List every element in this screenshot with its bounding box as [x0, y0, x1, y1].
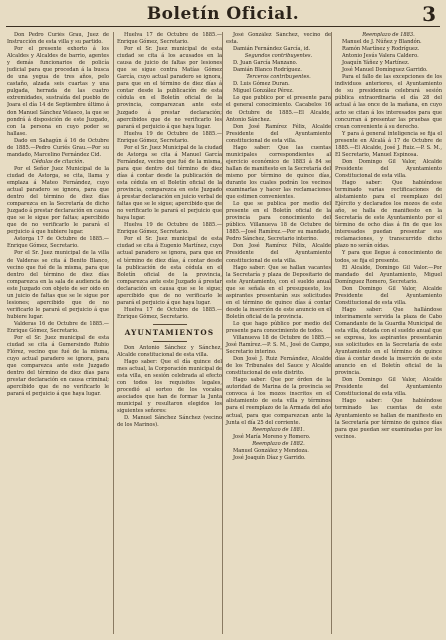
article-paragraph: José Manuel Domínguez Garrido.	[342, 67, 428, 74]
article-paragraph: Don José J. Ruiz Fernández, Alcalde de los Tribunales del Sauce y Alcalde constitucional de este distrito.	[226, 356, 331, 377]
page-header	[0, 0, 446, 28]
article-paragraph: Don Domingo Gil Valor, Alcalde Presidente del Ayuntamiento Constitucional de esta villa.	[335, 377, 442, 398]
article-paragraph: Para el fallo de las excepciones de los individuos anteriores, el Ayuntamiento de su presidencia celebrará sesión pública extraordinaria el día 28 del actual á las once de la mañana, en cuyo acto se citan á los interesados para que concurran á presentar las pruebas que crean conveniente á su derecho.	[335, 74, 442, 130]
article-paragraph: Hago saber: Que el día quince del mes actual, la Corporación municipal de esta villa, en sesión celebrada al efecto con todos los requisitos legales, procedió al sorteo de los vocales asociados que han de formar la Junta municipal y resultaron elegidos los siguientes señores:	[117, 359, 222, 415]
article-paragraph: Ramón Martínez y Rodríguez.	[342, 46, 420, 53]
article-paragraph: Don José Ramírez Félix, Alcalde Presidente del Ayuntamiento constitucional de esta villa.	[226, 123, 331, 144]
article-paragraph: Huelva 19 de Octubre de 1885.—Enrique Gómez, Secretario.	[117, 130, 222, 144]
text-columns	[7, 32, 441, 634]
header-rule	[6, 26, 440, 27]
section-subheading: Terceros contribuyentes.	[246, 74, 311, 81]
article-paragraph: Don Pedro Curiés Grau, Juez de Instrucción de esta villa y su partido.	[7, 32, 109, 46]
article-paragraph: D. Manuel Sánchez Sánchez (vecino de los Marinos).	[117, 415, 222, 429]
article-paragraph: Don José Ramírez Félix, Alcalde Presidente del Ayuntamiento constitucional de esta villa.	[226, 243, 331, 264]
article-paragraph: El Alcalde, Domingo Gil Valor.—Por mandado del Ayuntamiento, Miguel Domínguez Romero, Secretario.	[335, 264, 442, 285]
article-paragraph: Antonio Jesús Valera Caldero.	[342, 53, 419, 60]
article-paragraph: Hago saber: Que habiéndose terminado varias rectificaciones de alistamiento para el reemplazo del Ejército y declarados los mozos de este año, se halla de manifiesto en la Secretaría de este Ayuntamiento por el término de ocho días á fin de que los interesados puedan presentar sus reclamaciones, y transcurrido dicho plazo no serán oídas.	[335, 179, 442, 250]
article-paragraph: José González Sánchez, vecino de esta.	[226, 32, 331, 46]
article-paragraph: Hago saber: Que hallándose interinamente servida la plaza de Cabo Comandante de la Guardia Municipal de esta villa, dotada con el sueldo anual que se expresa, los aspirantes presentarán sus solicitudes en la Secretaría de este Ayuntamiento en el término de quince días á contar desde la inserción de este anuncio en el Boletín oficial de la provincia.	[335, 306, 442, 377]
column-1	[7, 32, 109, 634]
article-paragraph: Lo que se publica por medio del presente en el Boletín oficial de la provincia para conocimiento del público. Villanueva 18 de Octubre de 1885.—José Ramírez.—Por su mandado, Pedro Sánchez, Secretario interino.	[226, 201, 331, 243]
article-paragraph: Y para á general inteligencia se fija el presente en Alcalá á 17 de Octubre de 1885.—El Alcalde, José J. Ruiz.—P. S. M., El Secretario, Manuel Espinosa.	[335, 130, 442, 158]
article-paragraph: Por el Señor Juez Municipal de la ciudad de Astorga, se cita, llama y emplaza á Mateo Fernández, cuyo actual paradero se ignora, para que dentro del término de diez días comparezca en la Secretaría de dicho Juzgado á prestar declaración en causa que se le sigue por faltas; apercibido que de no verificarlo le parará el perjuicio á que hubiere lugar.	[7, 165, 109, 236]
section-rule	[153, 341, 187, 342]
column-4	[331, 32, 442, 634]
article-paragraph: Villanueva 18 de Octubre de 1885.—José Ramírez.—P. S. M., José de Campo, Secretario interino.	[226, 335, 331, 356]
page-number: 3	[422, 2, 436, 26]
article-paragraph: Damián Fernández García, id.	[233, 46, 311, 53]
section-subheading: Reemplazo de 1881.	[252, 426, 305, 433]
article-paragraph: Manuel González y Mendoza.	[233, 447, 309, 454]
article-paragraph: Hago saber: Que habiéndose terminado las cuentas de este Ayuntamiento se hallan de manifiesto en la Secretaría por término de quince días para que puedan ser examinadas por los vecinos.	[335, 398, 442, 440]
article-paragraph: Huelva 17 de Octubre de 1885.—Enrique Gómez, Secretario.	[117, 32, 222, 46]
article-paragraph: D. Juan García Manzano.	[233, 60, 298, 67]
section-subheading: Segundos contribuyentes.	[244, 53, 313, 60]
article-paragraph: José María Moreno y Romero.	[233, 433, 311, 440]
article-paragraph: Lo que publico por el presente para el general conocimiento. Cacabelos 16 de Octubre de 1885.—El Alcalde, Antonio Sánchez.	[226, 95, 331, 123]
article-paragraph: Astorga 17 de Octubre de 1885.—Enrique Gómez, Secretario.	[7, 236, 109, 250]
newspaper-title: Boletín Oficial.	[146, 4, 300, 24]
article-paragraph: Y para que llegue á conocimiento de todos, se fija el presente.	[335, 250, 442, 264]
article-paragraph: Hago saber: Que por órden de la autoridad de Marina de la provincia se convoca á los mozos inscritos en el alistamiento de esta villa y términos para el reemplazo de la Armada del año actual, para que comparezcan ante la Junta el día 25 del corriente.	[226, 377, 331, 426]
article-paragraph: Por el Sr. Juez municipal de esta ciudad se cita á Gumersindo Rubio Flórez, vecino que fué de la misma, cuyo actual paradero se ignora, para que comparezca ante este Juzgado dentro del término de diez días para prestar declaración en causa criminal; apercibido que de no verificarlo le parará el perjuicio á que haya lugar.	[7, 335, 109, 398]
article-paragraph: Por el Sr. Juez municipal de esta ciudad se cita á Eugenio Martínez, cuyo actual paradero se ignora, para que en el término de diez días, á contar desde la publicación de esta cédula en el Boletín oficial de la provincia, comparezca ante este Juzgado á prestar declaración en causa que se le sigue; apercibido que de no verificarlo le parará el perjuicio á que haya lugar.	[117, 236, 222, 306]
section-subheading: Reemplazo de 1883.	[362, 32, 415, 38]
article-paragraph: Por el Sr. Juez municipal de esta ciudad se cita á los acusados en la causa de juicio de faltas por lesiones que se sigue contra Matías Gómez García, cuyo actual paradero se ignora, para que en el término de diez días á contar desde la publicación de esta cédula en el Boletín oficial de la provincia, comparezcan ante este Juzgado á prestar declaración; apercibidos que de no verificarlo les parará el perjuicio á que haya lugar.	[117, 46, 222, 130]
section-subheading: Cédulas de citación.	[31, 158, 85, 165]
article-paragraph: Lo que hago público por medio del presente para conocimiento de todos.	[226, 320, 331, 334]
article-paragraph: Don Domingo Gil Valor, Alcalde Presidente del Ayuntamiento Constitucional de esta villa.	[335, 158, 442, 179]
article-paragraph: D. Luis Gómez Duran.	[233, 81, 290, 88]
article-paragraph: Damián Blanco Rodríguez.	[233, 67, 302, 74]
article-paragraph: José Joaquín Díaz y Garrido.	[233, 454, 306, 461]
section-rule	[153, 324, 187, 325]
article-paragraph: Don Domingo Gil Valor, Alcalde Presidente del Ayuntamiento Constitucional de esta villa.	[335, 285, 442, 306]
article-paragraph: Miguel González Pérez.	[233, 88, 294, 95]
article-paragraph: Dado en Sahagún á 16 de Octubre de 1885.—Pedro Curiés Grau.—Por su mandado, Marcelino Fernández Cid.	[7, 137, 109, 158]
article-paragraph: Huelva 19 de Octubre de 1885.—Enrique Gómez, Secretario.	[117, 222, 222, 236]
article-paragraph: Manuel de J. Núñez y Blandón.	[342, 39, 422, 46]
article-paragraph: Por el presente exhorto á los Alcaldes y Alcaldes de barrio, agentes y demás funcionarios de policía judicial para que procedan á la busca de una yegua de tres años, pelo castaño, alzada seis cuartas y una pulgada, herrada de las cuatro extremidades, sustraída del pueblo de Joara el día 14 de Septiembre último á don Manuel Sánchez Velasco, la que se pondrá á disposición de este Juzgado, con la persona en cuyo poder se hallase.	[7, 46, 109, 137]
article-paragraph: Joaquín Yáñez y Martínez.	[342, 60, 410, 67]
article-paragraph: Huelva 17 de Octubre de 1885.—Enrique Gómez, Secretario.	[117, 306, 222, 320]
article-paragraph: Hago saber: Que las cuentas municipales correspondientes al ejercicio económico de 1883 á 84 se hallan de manifiesto en la Secretaría del mismo por término de quince días, durante los cuales podrán los vecinos examinarlas y hacer las reclamaciones que estimen convenientes.	[226, 144, 331, 201]
column-3	[222, 32, 331, 634]
article-paragraph: Valderas 16 de Octubre de 1885.—Enrique Gómez, Secretario.	[7, 320, 109, 334]
article-paragraph: Por el Sr. Juez municipal de la villa de Valderas se cita á Benito Blanco, vecino que fué de la misma, para que dentro del término de diez días comparezca en la sala de audiencia de este Juzgado con objeto de ser oido en un juicio de faltas que se le sigue por lesiones; apercibido que de no verificarlo le parará el perjuicio á que hubiere lugar.	[7, 250, 109, 320]
section-subheading: Reemplazo de 1882.	[252, 440, 305, 447]
article-paragraph: Don Antonio Sánchez y Sánchez, Alcalde constitucional de esta villa.	[117, 344, 222, 358]
section-heading: AYUNTAMIENTOS	[124, 327, 215, 337]
article-paragraph: Por el Sr. Juez Municipal de la ciudad de Astorga se cita á Manuel García Fernández, vecino que fué de la misma, para que dentro del término de diez días á contar desde la publicación de esta cédula en el Boletín oficial de la provincia, comparezca en este Juzgado á prestar declaración en juicio verbal de faltas que se le sigue; apercibido que de no verificarlo le parará el perjuicio que haya lugar.	[117, 144, 222, 222]
article-paragraph: Hago saber: Que se hallan vacantes la Secretaría y plaza de Depositario de este Ayuntamiento, con el sueldo anual que se señala en el presupuesto, los aspirantes presentarán sus solicitudes en el término de quince días á contar desde la inserción de este anuncio en el Boletín oficial de la provincia.	[226, 264, 331, 320]
column-2	[113, 32, 222, 634]
